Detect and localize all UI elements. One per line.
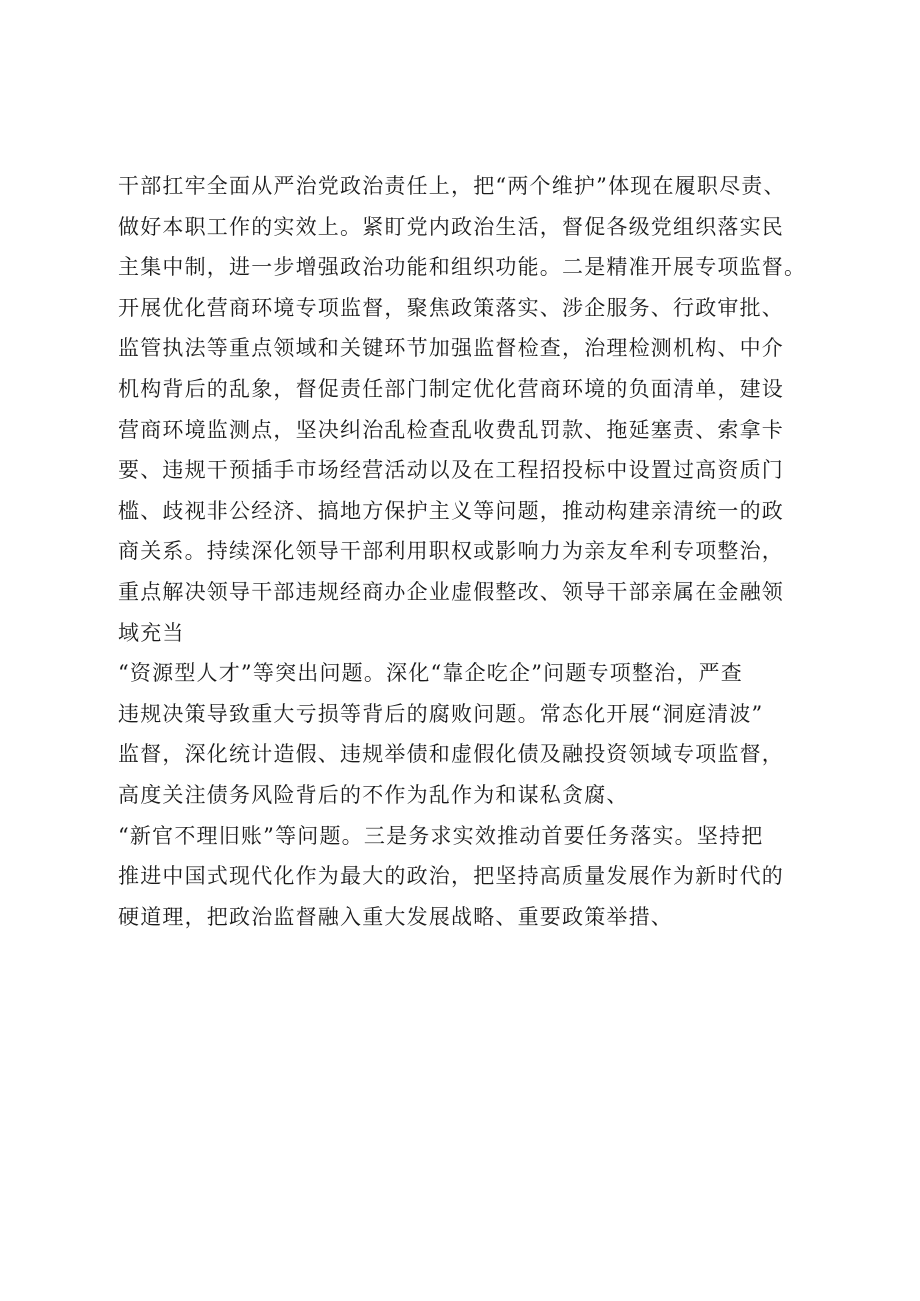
text-line-18: 推进中国式现代化作为最大的政治，把坚持高质量发展作为新时代的 (118, 864, 784, 889)
text-line-7: 营商环境监测点，坚决纠治乱检查乱收费乱罚款、拖延塞责、索拿卡 (118, 417, 784, 442)
text-line-5: 监管执法等重点领域和关键环节加强监督检查，治理检测机构、中介 (118, 336, 784, 361)
text-line-11: 重点解决领导干部违规经商办企业虚假整改、领导干部亲属在金融领 (118, 579, 784, 604)
text-line-1: 干部扛牢全面从严治党政治责任上，把“两个维护”体现在履职尽责、 (118, 174, 786, 198)
text-line-16: 高度关注债务风险背后的不作为乱作为和谋私贪腐、 (118, 782, 629, 807)
text-line-15: 监督，深化统计造假、违规举债和虚假化债及融投资领域专项监督， (118, 742, 784, 767)
text-line-19: 硬道理，把政治监督融入重大发展战略、重要政策举措、 (118, 904, 673, 929)
text-line-17: “新官不理旧账”等问题。三是务求实效推动首要任务落实。坚持把 (118, 823, 764, 848)
text-line-8: 要、违规干预插手市场经营活动以及在工程招投标中设置过高资质门 (118, 458, 784, 483)
text-line-9: 槛、歧视非公经济、搞地方保护主义等问题，推动构建亲清统一的政 (118, 498, 784, 523)
text-line-6: 机构背后的乱象，督促责任部门制定优化营商环境的负面清单，建设 (118, 376, 784, 401)
text-line-12: 域充当 (118, 620, 185, 645)
text-line-3: 主集中制，进一步增强政治功能和组织功能。二是精准开展专项监督。 (118, 255, 807, 280)
text-line-10: 商关系。持续深化领导干部利用职权或影响力为亲友牟利专项整治， (118, 539, 784, 564)
text-line-4: 开展优化营商环境专项监督，聚焦政策落实、涉企服务、行政审批、 (118, 295, 784, 320)
text-line-13: “资源型人才”等突出问题。深化“靠企吃企”问题专项整治，严查 (118, 661, 743, 686)
text-line-14: 违规决策导致重大亏损等背后的腐败问题。常态化开展“洞庭清波” (118, 701, 764, 726)
text-line-2: 做好本职工作的实效上。紧盯党内政治生活，督促各级党组织落实民 (118, 214, 784, 239)
body-text (118, 166, 838, 937)
